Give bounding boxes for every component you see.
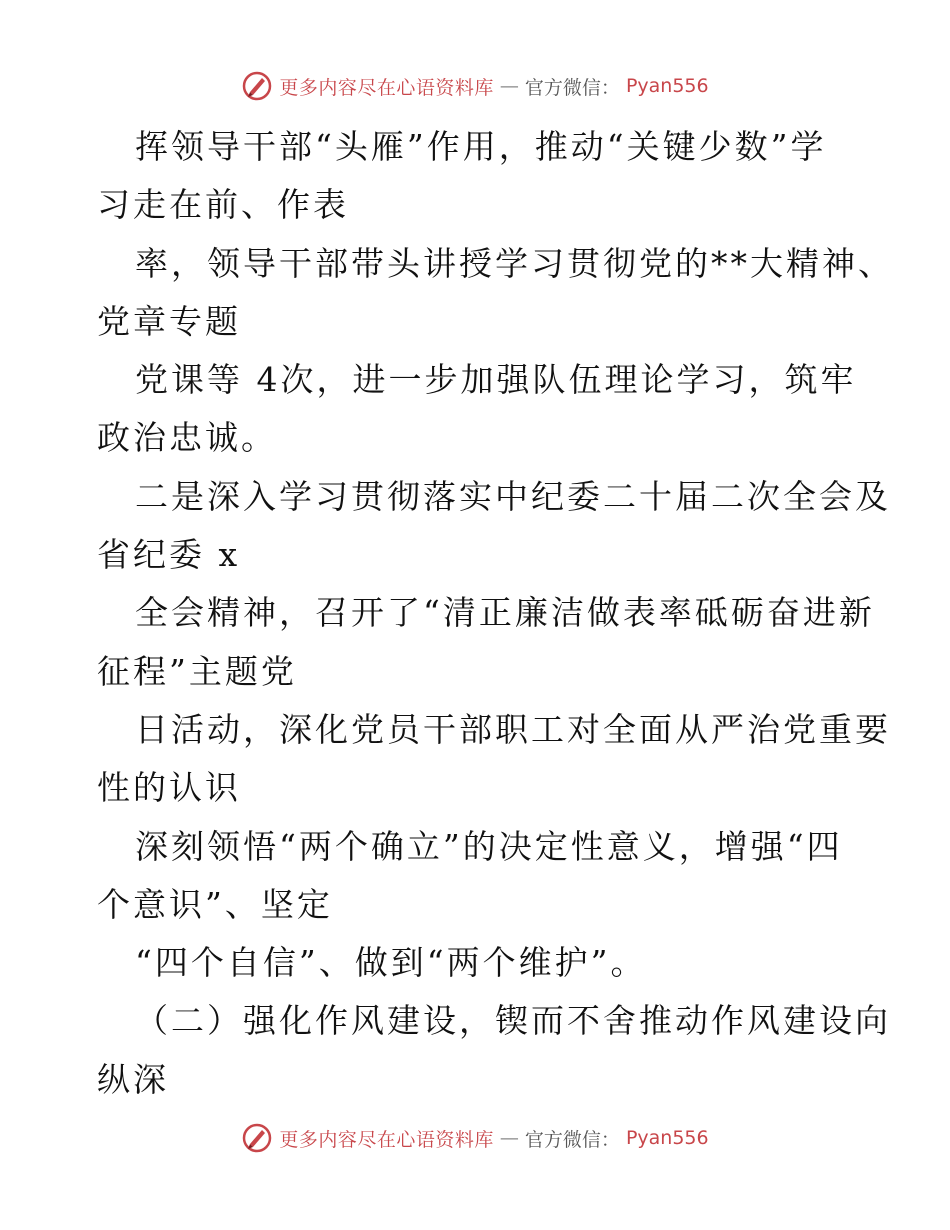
text-line: 习走在前、作表: [97, 185, 349, 225]
text-line: 二是深入学习贯彻落实中纪委二十届二次全会及: [135, 476, 891, 516]
document-body: [97, 118, 894, 1109]
text-line: 全会精神，召开了“清正廉洁做表率砥砺奋进新: [135, 593, 875, 633]
text-line: 政治忠诚。: [97, 418, 277, 458]
watermark-text: 更多内容尽在心语资料库: [279, 1128, 494, 1151]
text-line: 深刻领悟“两个确立”的决定性意义，增强“四: [135, 826, 843, 866]
text-line: 日活动，深化党员干部职工对全面从严治党重要: [135, 709, 891, 749]
watermark-wechat-label: 官方微信：: [524, 1128, 620, 1151]
pen-logo-icon: [241, 70, 273, 102]
watermark-separator: —: [499, 1127, 519, 1149]
watermark-header: [0, 70, 950, 102]
watermark-footer: [0, 1122, 950, 1154]
text-line: 纵深: [97, 1059, 169, 1099]
watermark-separator: —: [499, 75, 519, 97]
text-line: 率，领导干部带头讲授学习贯彻党的**大精神、: [135, 243, 894, 283]
pen-logo-icon: [241, 1122, 273, 1154]
watermark-wechat-id: Pyan556: [625, 75, 709, 97]
text-line: 省纪委 x: [97, 535, 241, 575]
watermark-text: 更多内容尽在心语资料库: [279, 76, 494, 99]
text-line: 性的认识: [97, 768, 241, 808]
text-line: 党课等 4次，进一步加强队伍理论学习，筑牢: [135, 360, 857, 400]
text-line: “四个自信”、做到“两个维护”。: [135, 943, 647, 983]
watermark-wechat-id: Pyan556: [625, 1127, 709, 1149]
text-line: 征程”主题党: [97, 651, 297, 691]
text-line: 个意识”、坚定: [97, 884, 333, 924]
text-line: 党章专题: [97, 301, 241, 341]
text-line: （二）强化作风建设，锲而不舍推动作风建设向: [135, 1001, 891, 1041]
text-line: 挥领导干部“头雁”作用，推动“关键少数”学: [135, 127, 827, 166]
watermark-wechat-label: 官方微信：: [524, 76, 620, 99]
